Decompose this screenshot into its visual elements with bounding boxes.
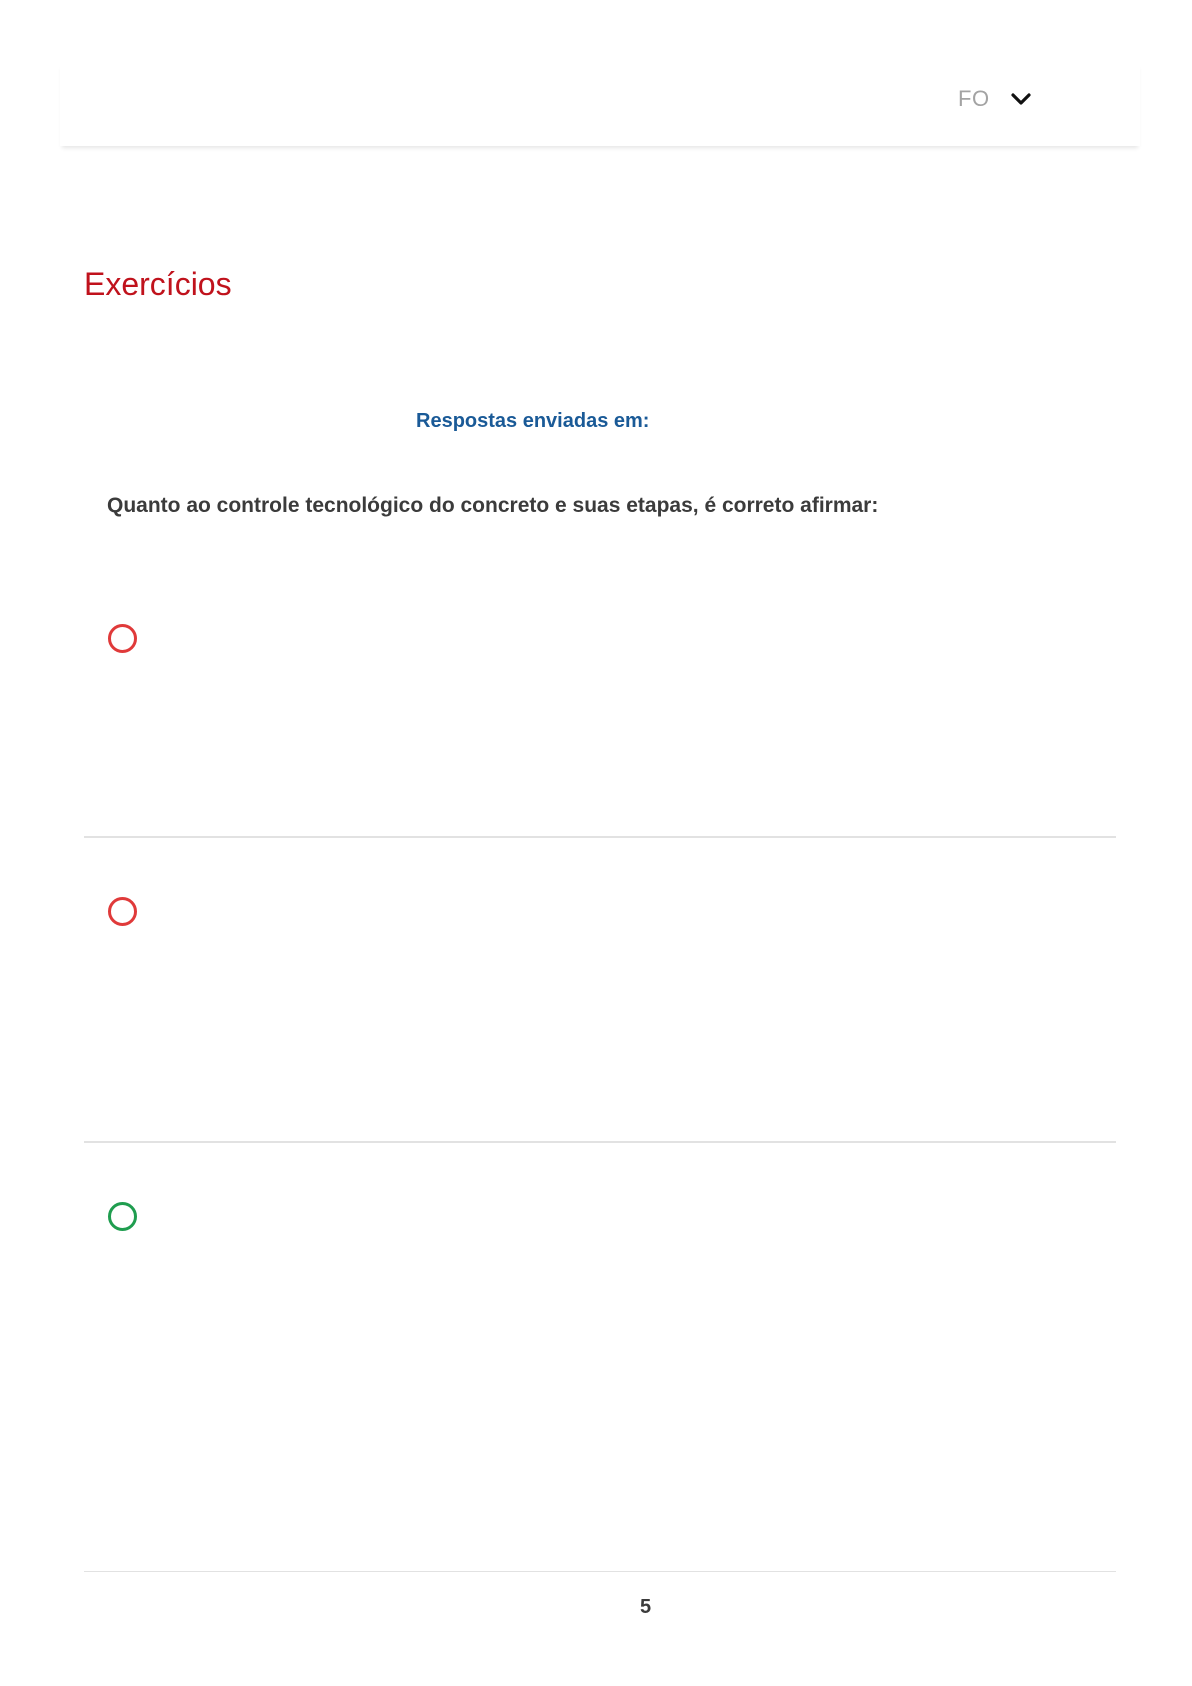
cut-off-text (84, 1638, 164, 1642)
option-radio-3-correct[interactable] (108, 1202, 137, 1231)
option-radio-1[interactable] (108, 624, 137, 653)
option-radio-2[interactable] (108, 897, 137, 926)
submitted-label: Respostas enviadas em: (416, 410, 650, 432)
option-divider (84, 836, 1116, 838)
option-divider (84, 1141, 1116, 1143)
user-initials[interactable]: FO (958, 86, 990, 111)
chevron-down-icon[interactable] (1010, 88, 1032, 110)
page-footer (60, 1572, 1140, 1642)
question-text: Quanto ao controle tecnológico do concreto e suas etapas, é correto afirmar: (107, 494, 879, 517)
user-menu[interactable] (958, 86, 1032, 112)
page-number: 5 (640, 1596, 652, 1618)
page-title: Exercícios (84, 266, 232, 302)
